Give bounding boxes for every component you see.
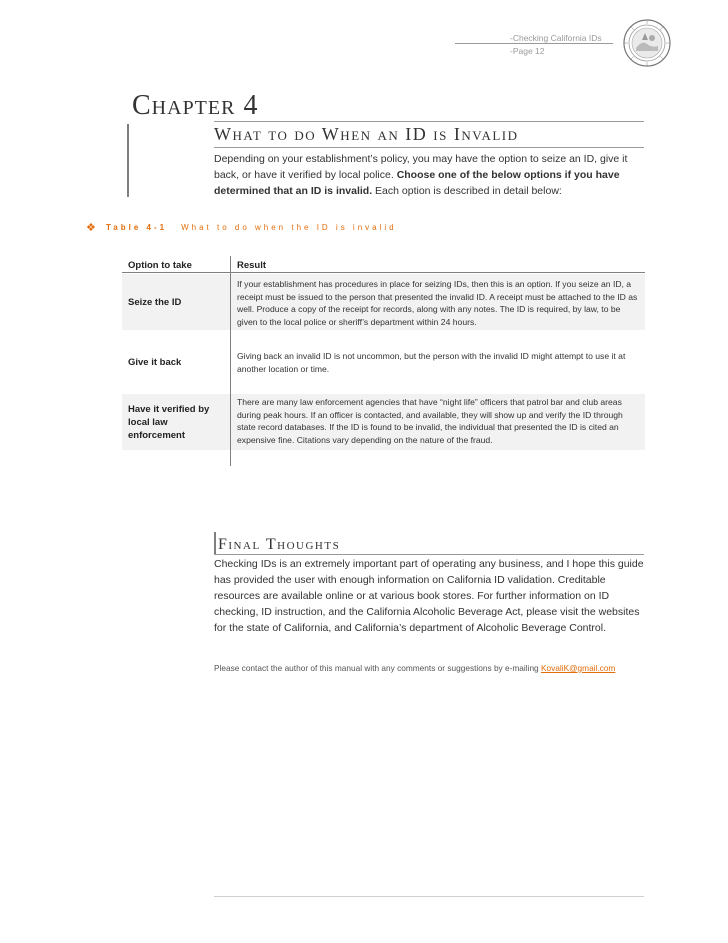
table-column-divider: [230, 256, 231, 466]
table-header-option: Option to take: [128, 260, 192, 271]
table-row-option: Give it back: [128, 357, 182, 368]
table-row-option: Seize the ID: [128, 297, 182, 308]
final-thoughts-title: Final Thoughts: [218, 536, 341, 553]
section-title: What to do When an ID is Invalid: [214, 124, 519, 144]
final-thoughts-side-bar: [214, 532, 216, 554]
intro-bold-text: Choose one of the below options if you have determined that an ID is invalid.: [214, 169, 620, 197]
final-thoughts-body: Checking IDs is an extremely important part of operating any business, and I hope this guide has provided the user with enough information on California ID validation. Creditable resources are available online or at various book stores. For further information on ID checking, ID instruction, and the California Alcoholic Beverage Act, please visit the websites for the state of California, and California’s department of Alcoholic Beverage Control.: [214, 558, 644, 634]
intro-paragraph: [214, 151, 646, 199]
table-caption-text: What to do when the ID is invalid: [181, 223, 397, 232]
contact-text: Please contact the author of this manual with any comments or suggestions by e-mailing: [214, 663, 541, 673]
header-rule: [455, 43, 613, 44]
section-top-rule: [214, 121, 644, 122]
chapter-title: Chapter 4: [132, 90, 259, 121]
table-row-result: If your establishment has procedures in place for seizing IDs, then this is an option. If you seize an ID, a receipt must be issued to the person that presented the invalid ID. A receipt must be attached to the ID as well. Produce a copy of the receipt for records, along with any notes. The ID is required, by law, to be given to the local police or sheriff’s department within 24 hours.: [237, 279, 638, 327]
table-header-result: Result: [237, 260, 267, 271]
intro-text: Depending on your establishment’s policy, you may have the option to seize an ID, give it back, or have it verified by local police.: [214, 153, 628, 181]
table-row-result: Giving back an invalid ID is not uncommon, but the person with the invalid ID might attempt to use it at another location or time.: [237, 351, 626, 374]
footer-rule: [214, 896, 644, 897]
diamond-bullet-icon: ❖: [86, 222, 96, 234]
final-thoughts-rule: [214, 554, 644, 555]
intro-tail-text: Each option is described in detail below:: [372, 185, 562, 197]
table-header-rule: [122, 272, 645, 273]
header-doc-title: -Checking California IDs: [510, 33, 602, 43]
contact-email-link[interactable]: KovaliK@gmail.com: [540, 663, 616, 673]
section-rule: [214, 147, 644, 148]
table-row-result: There are many law enforcement agencies that have “night life” officers that patrol bar and club areas during peak hours. If an officer is contacted, and available, they will show up and verify the ID through state record databases. If the ID is found to be invalid, the individual that presented the ID is cited an expensive fine. Citations vary depending on the nature of the fraud.: [237, 397, 623, 445]
header-page-label: -Page 12: [510, 46, 545, 56]
table-caption: [106, 223, 397, 232]
contact-line: [214, 663, 615, 673]
chapter-side-bar: [127, 124, 129, 197]
california-seal-icon: [622, 18, 672, 68]
table-row-option: Have it verified by local law enforcement: [128, 404, 210, 441]
table-caption-label: Table 4-1: [106, 223, 168, 232]
